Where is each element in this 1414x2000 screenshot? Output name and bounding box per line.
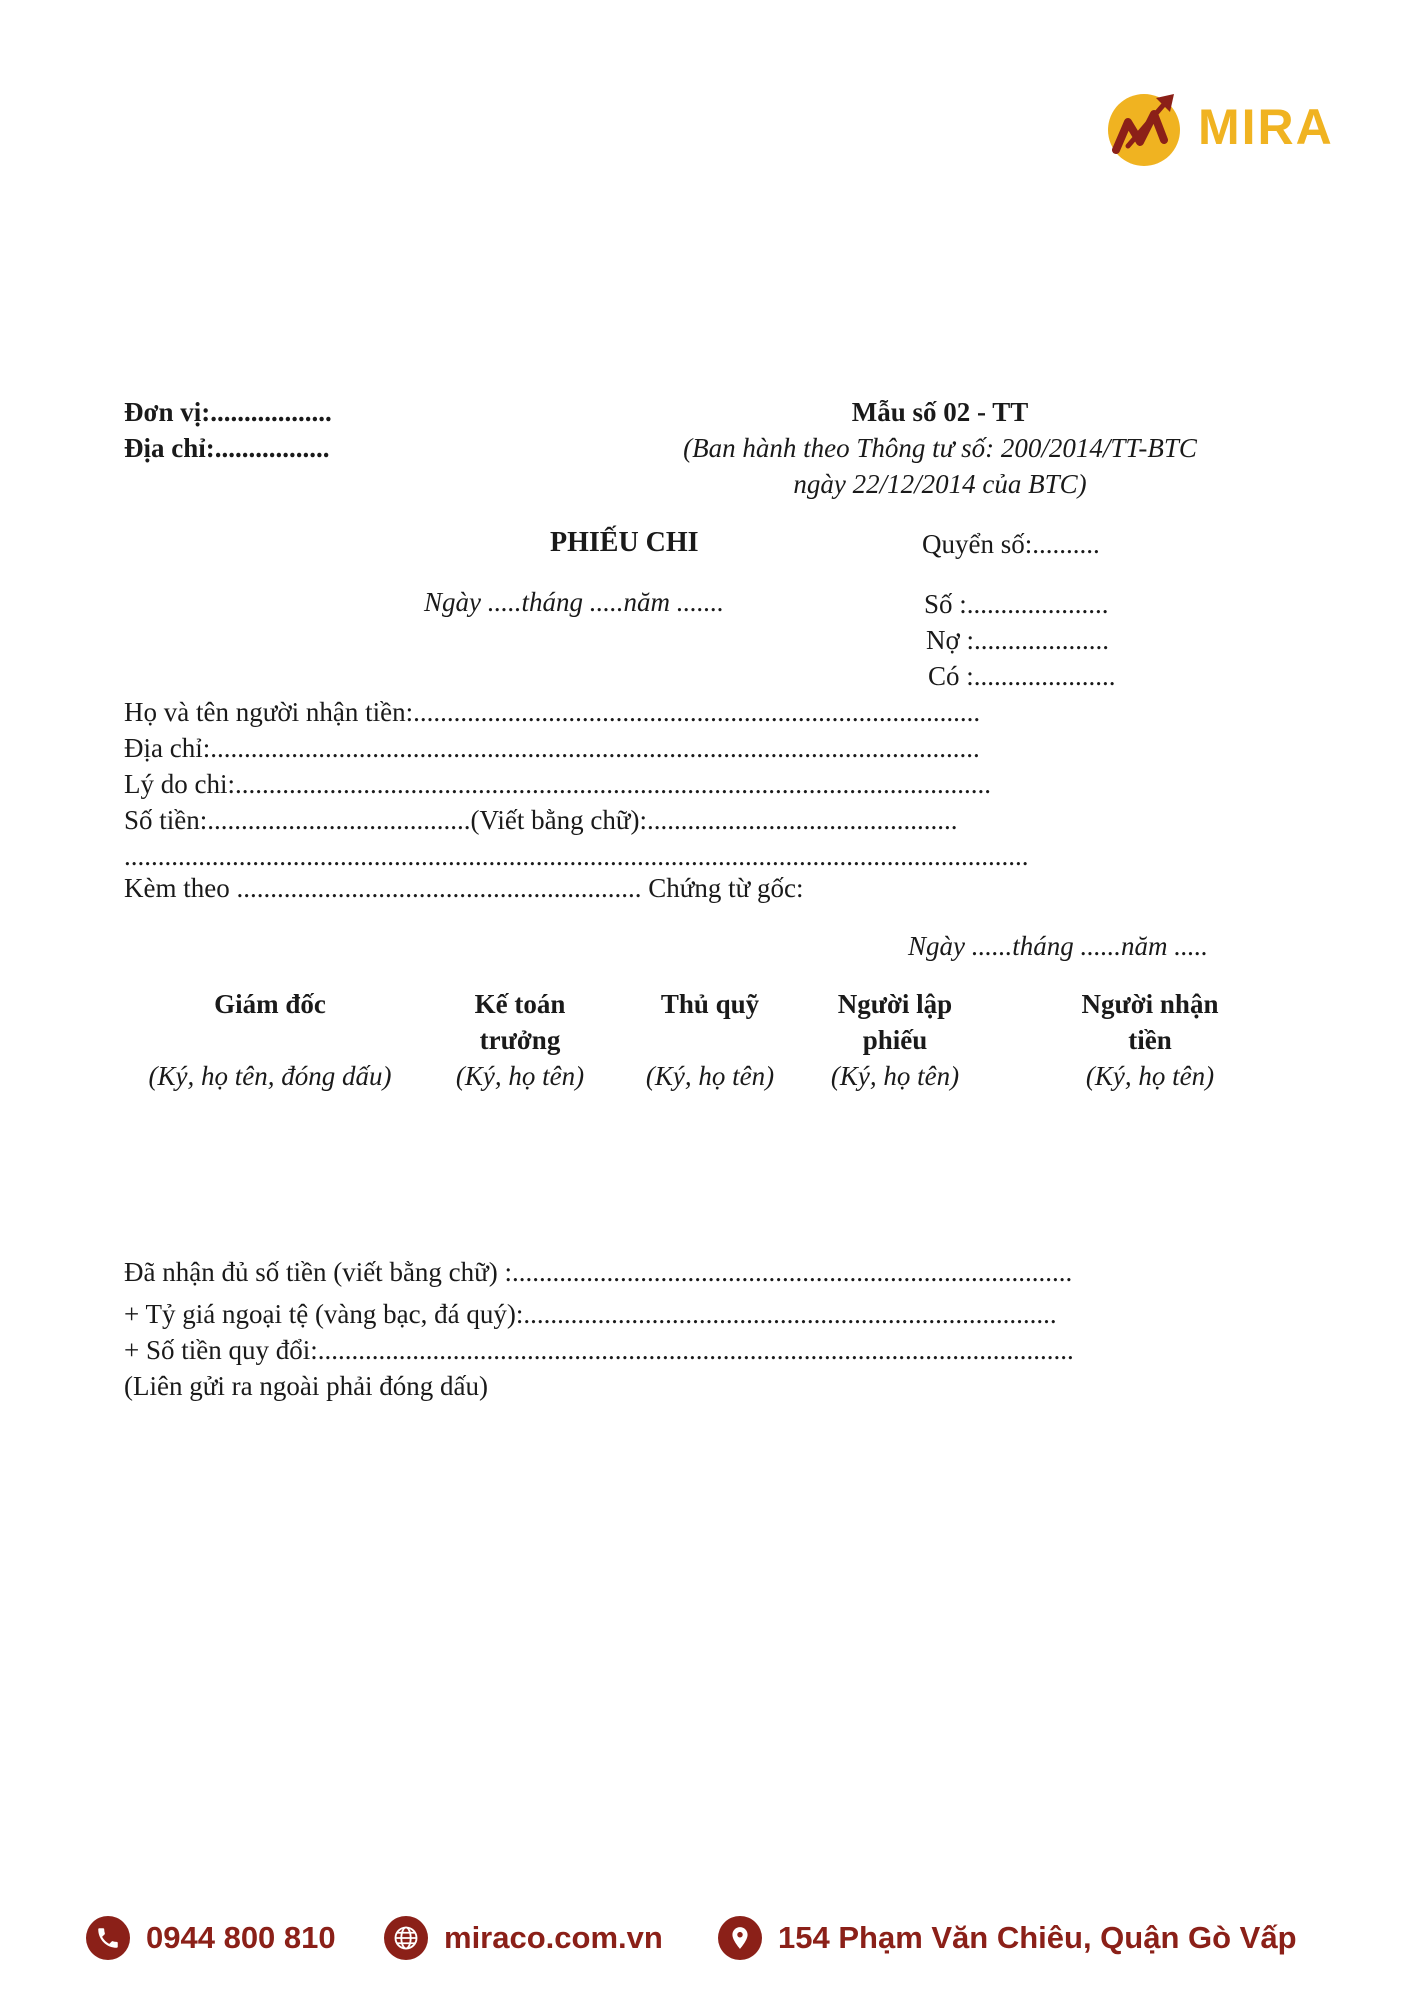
signature-chief-accountant [440,986,600,1094]
page-title: PHIẾU CHI [550,527,699,558]
signature-role: Giám đốc [214,989,326,1019]
form-code: Mẫu số 02 - TT [851,397,1029,427]
signature-date: Ngày ......tháng ......năm ..... [908,931,1208,961]
footer-phone[interactable] [86,1908,336,1968]
location-pin-icon [718,1916,762,1960]
brand-name: MIRA [1198,99,1334,155]
debit-field: Nợ :.................... [926,625,1110,655]
amount-continuation-field: ...................................................................................................................................... [124,841,1029,871]
signature-role: Người nhận tiền [1081,989,1219,1055]
voucher-number-field: Số :..................... [924,589,1109,619]
signature-recipient [1060,986,1240,1094]
brand-logo [1106,88,1338,168]
signature-director [120,986,420,1094]
recipient-field: Họ và tên người nhận tiền:.................................................................................... [124,697,981,727]
signature-note: (Ký, họ tên) [830,1061,960,1091]
issued-by-line2: ngày 22/12/2014 của BTC) [793,469,1087,499]
globe-icon [384,1916,428,1960]
signature-role: Thủ quỹ [660,989,760,1019]
signature-note: (Ký, họ tên) [645,1061,775,1091]
credit-field: Có :..................... [928,661,1116,691]
exchange-rate-field: + Tỷ giá ngoại tệ (vàng bạc, đá quý):............................................................................... [124,1299,1057,1329]
signature-role: Người lập phiếu [837,989,953,1055]
signature-preparer [815,986,975,1094]
footer-address[interactable] [718,1908,1297,1968]
book-number-field: Quyển số:.......... [922,529,1100,559]
unit-field: Đơn vị:.................. [124,397,332,427]
address-header-field: Địa chỉ:................. [124,433,330,463]
signature-note: (Ký, họ tên) [455,1061,585,1091]
footer-website[interactable] [384,1908,663,1968]
converted-amount-field: + Số tiền quy đổi:................................................................................................................ [124,1335,1074,1365]
footer-website-text: miraco.com.vn [444,1920,663,1955]
signature-cashier [630,986,790,1094]
voucher-date: Ngày .....tháng .....năm ....... [424,587,724,617]
attached-documents-field: Kèm theo ............................................................ Chứng từ gốc: [124,873,804,903]
footer-phone-text: 0944 800 810 [146,1920,336,1955]
signature-note: (Ký, họ tên) [1085,1061,1215,1091]
received-amount-field: Đã nhận đủ số tiền (viết bằng chữ) :................................................................................... [124,1257,1073,1287]
mira-logo-icon [1106,88,1186,168]
phone-icon [86,1916,130,1960]
signature-note: (Ký, họ tên, đóng dấu) [148,1061,392,1091]
stamp-note: (Liên gửi ra ngoài phải đóng dấu) [124,1371,489,1401]
address-field: Địa chỉ:.................................................................................................................. [124,733,980,763]
reason-field: Lý do chi:................................................................................................................ [124,769,991,799]
contact-footer [0,1908,1414,1968]
signature-role: Kế toán trưởng [474,989,566,1055]
footer-address-text: 154 Phạm Văn Chiêu, Quận Gò Vấp [778,1920,1297,1955]
amount-field: Số tiền:.......................................(Viết bằng chữ):.............................................. [124,805,958,835]
issued-by-line1: (Ban hành theo Thông tư số: 200/2014/TT-BTC [683,433,1197,463]
